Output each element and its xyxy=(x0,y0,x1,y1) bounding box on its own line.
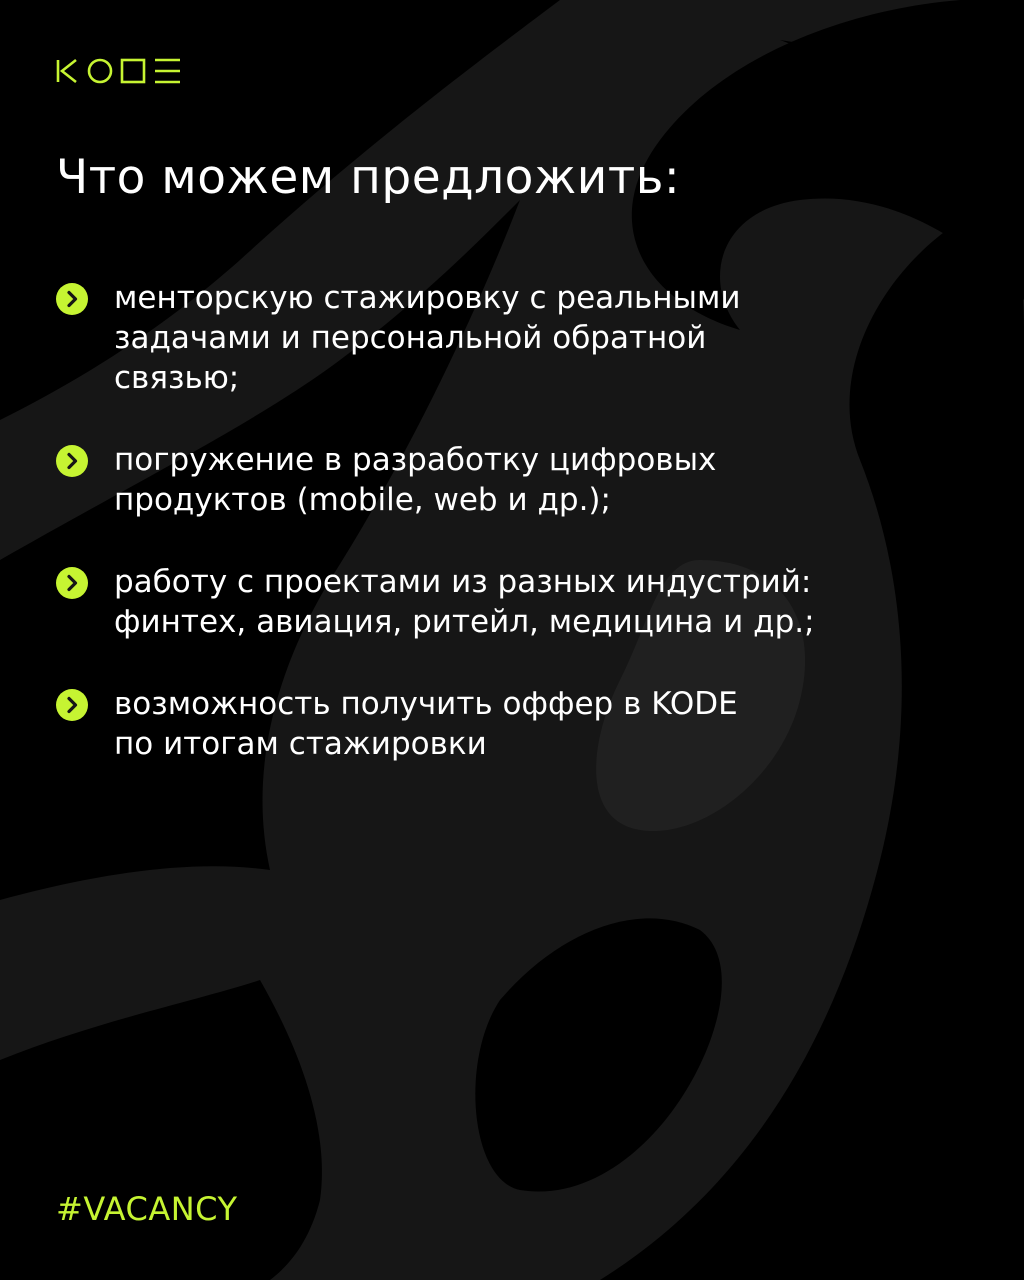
kode-logo xyxy=(56,56,184,86)
chevron-right-icon xyxy=(56,689,88,721)
list-item xyxy=(56,684,986,764)
list-item xyxy=(56,278,986,398)
list-item-text: работу с проектами из разных индустрий: финтех, авиация, ритейл, медицина и др.; xyxy=(114,564,815,640)
offer-list xyxy=(56,278,986,806)
vacancy-hashtag: #VACANCY xyxy=(56,1190,238,1228)
page-title: Что можем предложить: xyxy=(56,150,681,205)
list-item-text: погружение в разработку цифровых продуктов (mobile, web и др.); xyxy=(114,442,717,518)
list-item xyxy=(56,440,986,520)
chevron-right-icon xyxy=(56,567,88,599)
list-item-text: менторскую стажировку с реальными задачами и персональной обратной связью; xyxy=(114,280,741,396)
chevron-right-icon xyxy=(56,445,88,477)
chevron-right-icon xyxy=(56,283,88,315)
list-item xyxy=(56,562,986,642)
list-item-text: возможность получить оффер в KODE по итогам стажировки xyxy=(114,686,738,762)
